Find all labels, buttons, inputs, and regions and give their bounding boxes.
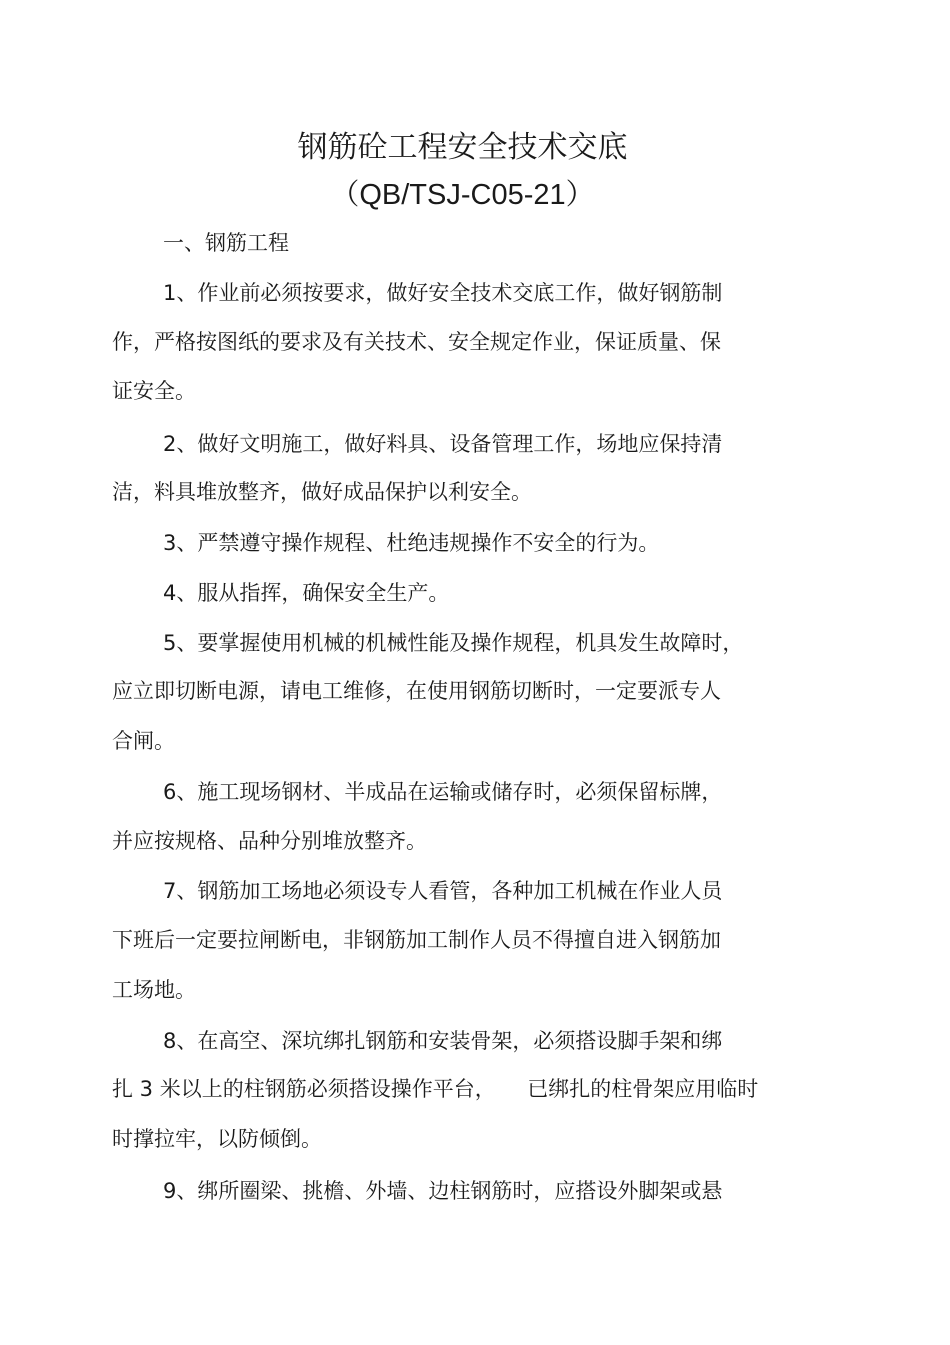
paragraph-line: 并应按规格、品种分别堆放整齐。	[112, 829, 427, 853]
paragraph-line: 工场地。	[112, 978, 196, 1002]
paragraph-line: 洁，料具堆放整齐，做好成品保护以利安全。	[112, 480, 532, 504]
paragraph-line: 9、绑所圈梁、挑檐、外墙、边柱钢筋时，应搭设外脚架或悬	[163, 1179, 723, 1203]
document-code: （QB/TSJ-C05-21）	[330, 179, 595, 211]
paragraph-line: 6、施工现场钢材、半成品在运输或储存时，必须保留标牌，	[163, 780, 723, 804]
paragraph-line: 4、服从指挥，确保安全生产。	[163, 581, 450, 605]
paragraph-line: 作，严格按图纸的要求及有关技术、安全规定作业，保证质量、保	[112, 330, 721, 354]
paragraph-line: 2、做好文明施工，做好料具、设备管理工作，场地应保持清	[163, 432, 723, 456]
paragraph-line: 8、在高空、深坑绑扎钢筋和安装骨架，必须搭设脚手架和绑	[163, 1029, 723, 1053]
paragraph-line: 5、要掌握使用机械的机械性能及操作规程，机具发生故障时，	[163, 631, 744, 655]
section-heading: 一、钢筋工程	[163, 231, 289, 255]
paragraph-line: 7、钢筋加工场地必须设专人看管，各种加工机械在作业人员	[163, 879, 723, 903]
paragraph-line: 下班后一定要拉闸断电，非钢筋加工制作人员不得擅自进入钢筋加	[112, 928, 721, 952]
paragraph-line: 1、作业前必须按要求，做好安全技术交底工作，做好钢筋制	[163, 281, 723, 305]
paragraph-line: 证安全。	[112, 379, 196, 403]
paragraph-line: 合闸。	[112, 729, 175, 753]
paragraph-line: 扎 3 米以上的柱钢筋必须搭设操作平台， 已绑扎的柱骨架应用临时	[112, 1077, 759, 1101]
document-title: 钢筋砼工程安全技术交底	[297, 130, 628, 165]
paragraph-line: 应立即切断电源，请电工维修，在使用钢筋切断时，一定要派专人	[112, 679, 721, 703]
paragraph-line: 时撑拉牢，以防倾倒。	[112, 1127, 322, 1151]
paragraph-line: 3、严禁遵守操作规程、杜绝违规操作不安全的行为。	[163, 531, 660, 555]
